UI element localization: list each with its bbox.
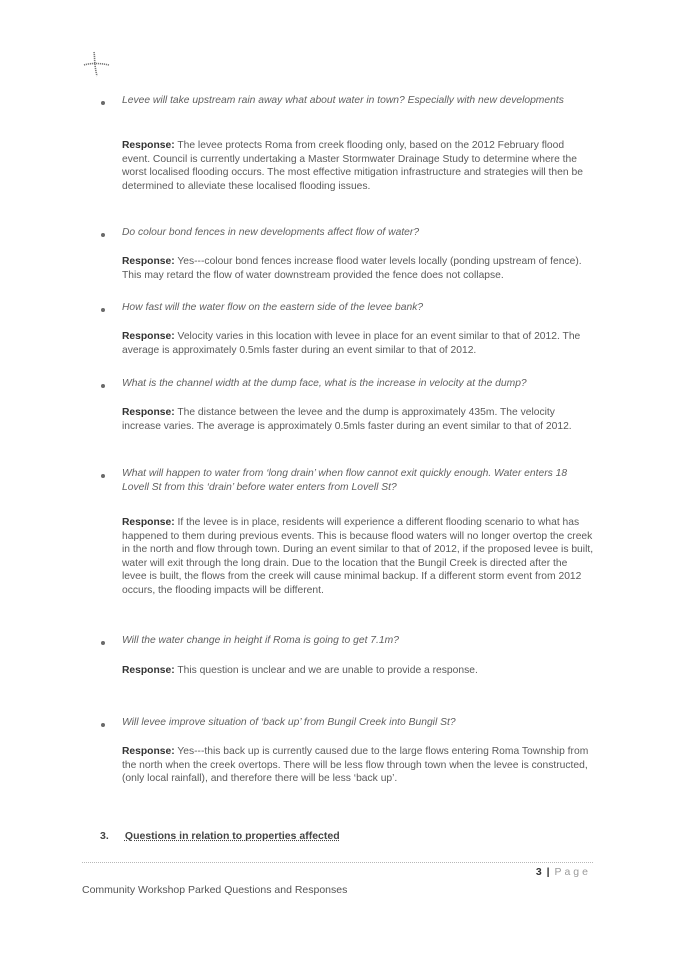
bullet-icon: [101, 101, 105, 105]
response-block: [122, 664, 594, 678]
page-number-value: 3: [535, 866, 542, 878]
crosshair-mark-icon: [82, 50, 110, 78]
section-number: 3.: [100, 830, 109, 842]
footer-divider: [82, 862, 593, 863]
question-text: Do colour bond fences in new developments affect flow of water?: [122, 227, 420, 238]
question-text: How fast will the water flow on the eastern side of the levee bank?: [122, 302, 424, 313]
footer-title: Community Workshop Parked Questions and Responses: [82, 884, 348, 896]
response-block: [122, 139, 594, 193]
response-block: [122, 745, 594, 786]
bullet-icon: [101, 308, 105, 312]
response-label: Response:: [122, 665, 175, 676]
question-text: Will the water change in height if Roma is going to get 7.1m?: [122, 635, 399, 646]
response-block: [122, 406, 594, 433]
response-text: Velocity varies in this location with levee in place for an event similar to that of 2012. The average is approximately 0.5mls faster during an event similar to that of 2012.: [122, 331, 581, 356]
bullet-icon: [101, 233, 105, 237]
question-text: Will levee improve situation of ‘back up’ from Bungil Creek into Bungil St?: [122, 717, 456, 728]
response-text: The levee protects Roma from creek flooding only, based on the 2012 February flood event. Council is currently undertaking a Master Stormwater Drainage Study to determine where the worst localised flooding occurs. The most effective mitigation infrastructure and strategies will then be determined to alleviate these localised flooding issues.: [122, 140, 583, 192]
bullet-icon: [101, 384, 105, 388]
response-label: Response:: [122, 256, 175, 267]
bullet-icon: [101, 474, 105, 478]
response-label: Response: [122, 140, 172, 151]
bullet-icon: [101, 723, 105, 727]
section-title: Questions in relation to properties affected: [124, 830, 340, 842]
response-separator: :: [171, 140, 175, 151]
response-text: This question is unclear and we are unable to provide a response.: [174, 665, 478, 676]
response-block: [122, 330, 594, 357]
question-text: Levee will take upstream rain away what about water in town? Especially with new developments: [122, 95, 564, 106]
page-number-separator: |: [546, 866, 550, 878]
response-block: [122, 516, 594, 598]
response-block: [122, 255, 594, 282]
question-text: What will happen to water from ‘long drain’ when flow cannot exit quickly enough. Water enters 18 Lovell St from this ‘drain’ before water enters from Lovell St?: [122, 468, 568, 494]
response-label: Response:: [122, 746, 175, 757]
bullet-icon: [101, 641, 105, 645]
response-label: Response:: [122, 331, 175, 342]
response-text: Yes---colour bond fences increase flood water levels locally (ponding upstream of fence). This may retard the flow of water downstream provided the fence does not collapse.: [122, 256, 582, 281]
response-label: Response:: [122, 407, 175, 418]
response-text: If the levee is in place, residents will experience a different flooding scenario to what has happened to them during previous events. This is because flood waters will no longer overtop the creek in the north and flow through town. During an event similar to that of 2012, if the proposed levee is built, water will exit through the long drain. Due to the location that the Bungil Creek is directed after the levee is built, the flows from the creek will cause minimal backup. If a different storm event from 2012 occurs, the flooding impacts will be different.: [122, 517, 594, 596]
page-label: Page: [554, 866, 591, 878]
question-text: What is the channel width at the dump face, what is the increase in velocity at the dump?: [122, 378, 527, 389]
response-text: The distance between the levee and the dump is approximately 435m. The velocity increase varies. The average is approximately 0.5mls faster during an event similar to that of 2012.: [122, 407, 572, 432]
response-text: Yes---this back up is currently caused due to the large flows entering Roma Township from the north when the creek overtops. There will be less flow through town when the levee is constructed, (only local rainfall), and therefore there will be less ‘back up’.: [122, 746, 589, 785]
section-heading: [100, 830, 340, 842]
response-label: Response:: [122, 517, 175, 528]
page-number: [536, 866, 591, 878]
